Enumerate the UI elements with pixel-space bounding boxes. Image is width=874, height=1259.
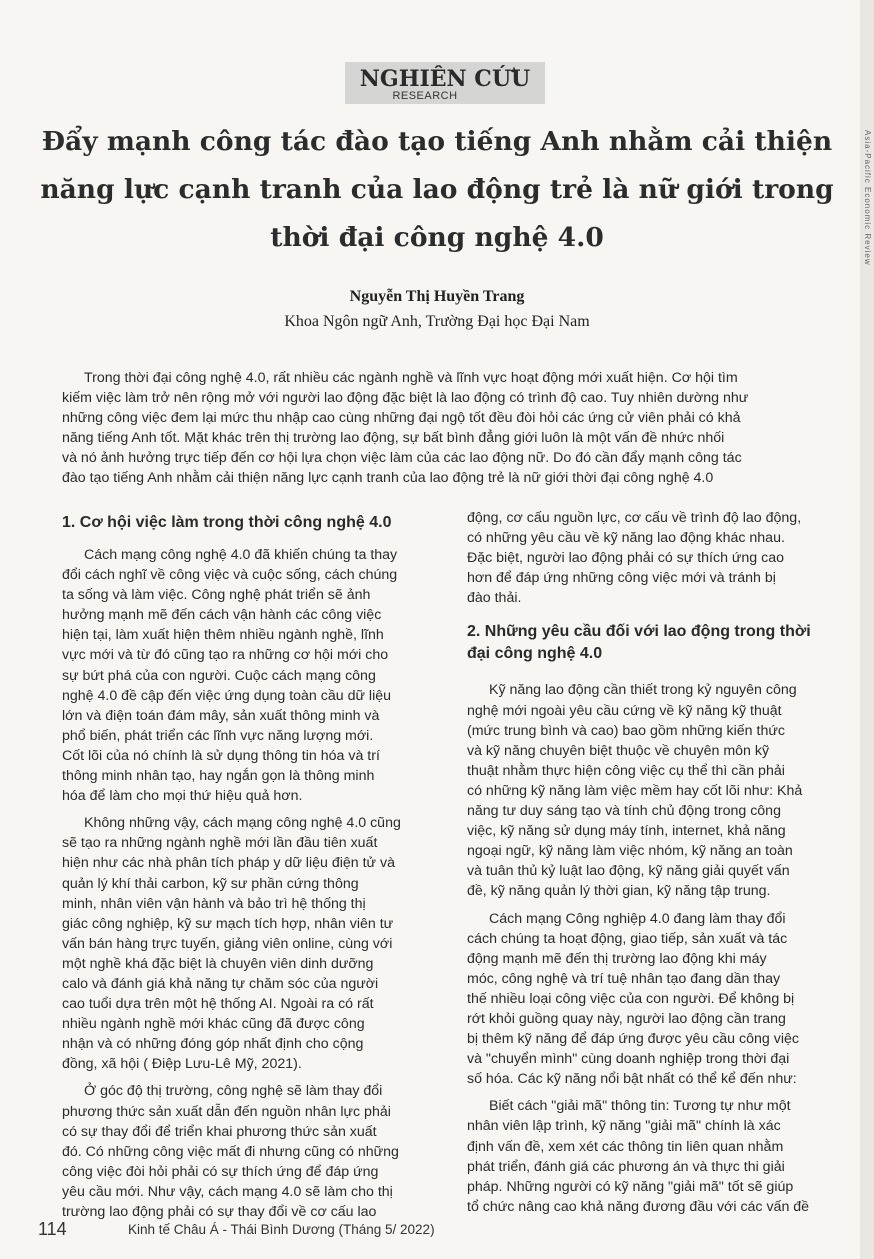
- text-line: phát triển, đánh giá các phương án và thực thi giải: [467, 1158, 785, 1175]
- text-line: ngoại ngữ, kỹ năng làm việc nhóm, kỹ năng an toàn: [467, 843, 793, 860]
- abstract-line: và nó ảnh hưởng trực tiếp đến cơ hội lựa chọn việc làm của các lao động nữ. Do đó cần đẩy mạnh công tác: [62, 450, 742, 467]
- paragraph: [467, 1096, 853, 1217]
- paragraph: [467, 508, 853, 608]
- author-name: Nguyễn Thị Huyền Trang: [349, 288, 525, 305]
- abstract-line: những công việc đem lại mức thu nhập cao cùng những đại ngộ tốt đều đòi hỏi các ứng cử viên phải có khả: [62, 410, 741, 427]
- text-line: pháp. Những người có kỹ năng "giải mã" tốt sẽ giúp: [467, 1178, 794, 1195]
- abstract: [62, 368, 838, 489]
- text-line: yêu cầu mới. Như vậy, cách mạng 4.0 sẽ làm cho thị: [62, 1183, 393, 1200]
- text-line: sự bứt phá của con người. Cuộc cách mạng công: [62, 667, 376, 684]
- author-affiliation: Khoa Ngôn ngữ Anh, Trường Đại học Đại Nam: [284, 313, 590, 330]
- text-line: nhận và có những đóng góp nhất định cho cộng: [62, 1036, 364, 1053]
- text-line: hơn để đáp ứng những công việc mới và tránh bị: [467, 570, 776, 587]
- text-line: Cách mạng công nghệ 4.0 đã khiến chúng ta thay: [84, 547, 398, 563]
- text-line: hóa để làm cho mọi thứ hiệu quả hơn.: [62, 788, 303, 805]
- page-number: 114: [38, 1219, 67, 1239]
- text-line: (mức trung bình và cao) bao gồm những kiến thức: [467, 722, 785, 739]
- text-line: calo và đánh giá khả năng tự chăm sóc của người: [62, 975, 379, 992]
- text-line: thuật nhằm thực hiện công việc cụ thể thì cần phải: [467, 762, 785, 779]
- paragraph: [62, 813, 452, 1074]
- text-line: và tuân thủ kỷ luật lao động, kỹ năng giải quyết vấn: [467, 863, 790, 880]
- text-line: cao tuổi dựa trên một hệ thống AI. Ngoài ra có rất: [62, 996, 374, 1013]
- paragraph: [467, 909, 853, 1090]
- text-line: Cốt lõi của nó chính là sử dụng thông tin hóa và trí: [62, 747, 380, 764]
- text-line: cách chúng ta hoạt động, giao tiếp, sản xuất và tác: [467, 930, 788, 947]
- heading-line: đại công nghệ 4.0: [467, 645, 603, 663]
- text-line: Ở góc độ thị trường, công nghệ sẽ làm thay đổi: [84, 1083, 383, 1100]
- text-line: động mạnh mẽ đến thị trường lao động khi máy: [467, 950, 767, 967]
- text-line: có những kỹ năng làm việc mềm hay cốt lõi như: Khả: [467, 782, 803, 799]
- title-line: Đẩy mạnh công tác đào tạo tiếng Anh nhằm cải thiện: [41, 126, 833, 157]
- text-line: Đặc biệt, người lao động phải có sự thích ứng cao: [467, 550, 785, 567]
- text-line: vấn bán hàng trực tuyến, giảng viên online, cùng với: [62, 935, 393, 952]
- text-line: quản lý khí thải carbon, kỹ sư phần cứng thông: [62, 875, 359, 892]
- article-title: [40, 118, 834, 262]
- text-line: giác công nghiệp, kỹ sư mạch tích hợp, nhân viên tư: [62, 915, 394, 932]
- text-line: minh, nhân viên vận hành và bảo trì hệ thống thị: [62, 895, 366, 912]
- abstract-line: Trong thời đại công nghệ 4.0, rất nhiều các ngành nghề và lĩnh vực hoạt động mới xuất hiện. Cơ hội tìm: [84, 370, 738, 386]
- text-line: số hóa. Các kỹ năng nổi bật nhất có thể kể đến như:: [467, 1071, 797, 1088]
- title-line: năng lực cạnh tranh của lao động trẻ là nữ giới trong: [40, 174, 834, 205]
- text-line: hiện như các nhà phân tích pháp y dữ liệu điện tử và: [62, 855, 395, 872]
- text-line: trường lao động phải có sự thay đổi về cơ cấu lao: [62, 1204, 377, 1220]
- text-line: hiện tại, làm xuất hiện thêm nhiều ngành nghề, lĩnh: [62, 627, 384, 644]
- abstract-line: kiếm việc làm trở nên rộng mở với người lao động đặc biệt là lao động có trình độ cao. Tuy nhiên dường như: [62, 390, 749, 407]
- text-line: và "chuyển mình" cùng doanh nghiệp trong thời đại: [467, 1051, 790, 1068]
- text-line: vực mới và từ đó cũng tạo ra những cơ hội mới cho: [62, 647, 389, 664]
- text-line: một nghề khá đặc biệt là chuyên viên dinh dưỡng: [62, 955, 374, 972]
- journal-name: Kinh tế Châu Á - Thái Bình Dương (Tháng 5/ 2022): [128, 1222, 435, 1237]
- section-heading-2: [467, 621, 853, 665]
- paragraph: [62, 545, 452, 806]
- text-line: và kỹ năng chuyên biệt thuộc về chuyên môn kỹ: [467, 742, 770, 759]
- text-line: có sự thay đổi để triển khai phương thức sản xuất: [62, 1123, 377, 1140]
- text-line: phương thức sản xuất dẫn đến nguồn nhân lực phải: [62, 1103, 391, 1120]
- sidebar-vertical-text: Asia-Pacific Economic Review: [863, 130, 872, 266]
- text-line: Cách mạng Công nghiệp 4.0 đang làm thay đổi: [489, 910, 786, 927]
- text-line: có những yêu cầu về kỹ năng lao động khác nhau.: [467, 530, 785, 547]
- text-line: rớt khỏi guồng quay này, người lao động cần trang: [467, 1010, 786, 1027]
- section-banner: [345, 62, 545, 104]
- text-line: ta sống và làm việc. Công nghệ phát triển sẽ ảnh: [62, 587, 371, 604]
- text-line: bị thêm kỹ năng để đáp ứng được yêu cầu công việc: [467, 1031, 799, 1048]
- title-line: thời đại công nghệ 4.0: [270, 222, 604, 253]
- text-line: Biết cách "giải mã" thông tin: Tương tự như một: [489, 1098, 791, 1115]
- text-line: nghệ 4.0 đề cập đến việc ứng dụng toàn cầu dữ liệu: [62, 687, 392, 704]
- text-line: định vấn đề, xem xét các thông tin liên quan nhằm: [467, 1138, 784, 1155]
- text-line: động, cơ cấu nguồn lực, cơ cấu về trình độ lao động,: [467, 510, 802, 526]
- text-line: hưởng mạnh mẽ đến cách vận hành các công việc: [62, 607, 382, 624]
- text-line: Kỹ năng lao động cần thiết trong kỷ nguyên công: [489, 682, 797, 699]
- text-line: việc, kỹ năng sử dụng máy tính, internet, khả năng: [467, 823, 786, 840]
- text-line: phổ biến, phát triển các lĩnh vực năng lượng mới.: [62, 727, 374, 744]
- right-column: [467, 508, 853, 1217]
- text-line: đổi cách nghĩ về công việc và cuộc sống, cách chúng: [62, 567, 398, 584]
- text-line: thông minh nhân tạo, hay ngắn gọn là thông minh: [62, 768, 375, 785]
- section-heading-1: 1. Cơ hội việc làm trong thời công nghệ 4.0: [62, 514, 392, 531]
- text-line: thế nhiều loại công việc của con người. Để không bị: [467, 990, 795, 1007]
- paragraph: [62, 1081, 452, 1222]
- text-line: Không những vậy, cách mạng công nghệ 4.0 cũng: [84, 815, 401, 832]
- abstract-line: đào tạo tiếng Anh nhằm cải thiện năng lực cạnh tranh của lao động trẻ là nữ giới thời đại công nghệ 4.0: [62, 470, 714, 487]
- text-line: năng tư duy sáng tạo và tính chủ động trong công: [467, 803, 781, 820]
- left-column: [62, 512, 452, 1222]
- text-line: đó. Có những công việc mất đi nhưng cũng có những: [62, 1143, 399, 1160]
- text-line: đề, kỹ năng quản lý thời gian, kỹ năng tập trung.: [467, 883, 771, 900]
- text-line: công việc đòi hỏi phải có sự thích ứng để đáp ứng: [62, 1163, 379, 1180]
- paragraph: [467, 680, 853, 901]
- text-line: sẽ tạo ra những ngành nghề mới lần đầu tiên xuất: [62, 835, 378, 852]
- text-line: tổ chức nâng cao khả năng đương đầu với các vấn đề: [467, 1198, 810, 1215]
- text-line: đồng, xã hội ( Điệp Lưu-Lê Mỹ, 2021).: [62, 1056, 302, 1073]
- text-line: đào thải.: [467, 590, 522, 607]
- text-line: móc, công nghệ và trí tuệ nhân tạo đang dần thay: [467, 970, 781, 987]
- heading-line: 2. Những yêu cầu đối với lao động trong thời: [467, 623, 811, 641]
- text-line: nhiều ngành nghề mới khác cũng đã được công: [62, 1016, 365, 1033]
- abstract-line: năng tiếng Anh tốt. Mặt khác trên thị trường lao động, sự bất bình đẳng giới luôn là một vấn đề nhức nhối: [62, 430, 725, 447]
- text-line: nghệ mới ngoài yêu cầu cứng về kỹ năng kỹ thuật: [467, 702, 782, 719]
- page-edge-strip: [860, 0, 874, 1259]
- text-line: nhân viên lập trình, kỹ năng "giải mã" chính là xác: [467, 1118, 781, 1135]
- section-subtitle: RESEARCH: [392, 90, 458, 102]
- section-title: NGHIÊN CỨU: [359, 66, 531, 92]
- text-line: lớn và điện toán đám mây, sản xuất thông minh và: [62, 707, 380, 724]
